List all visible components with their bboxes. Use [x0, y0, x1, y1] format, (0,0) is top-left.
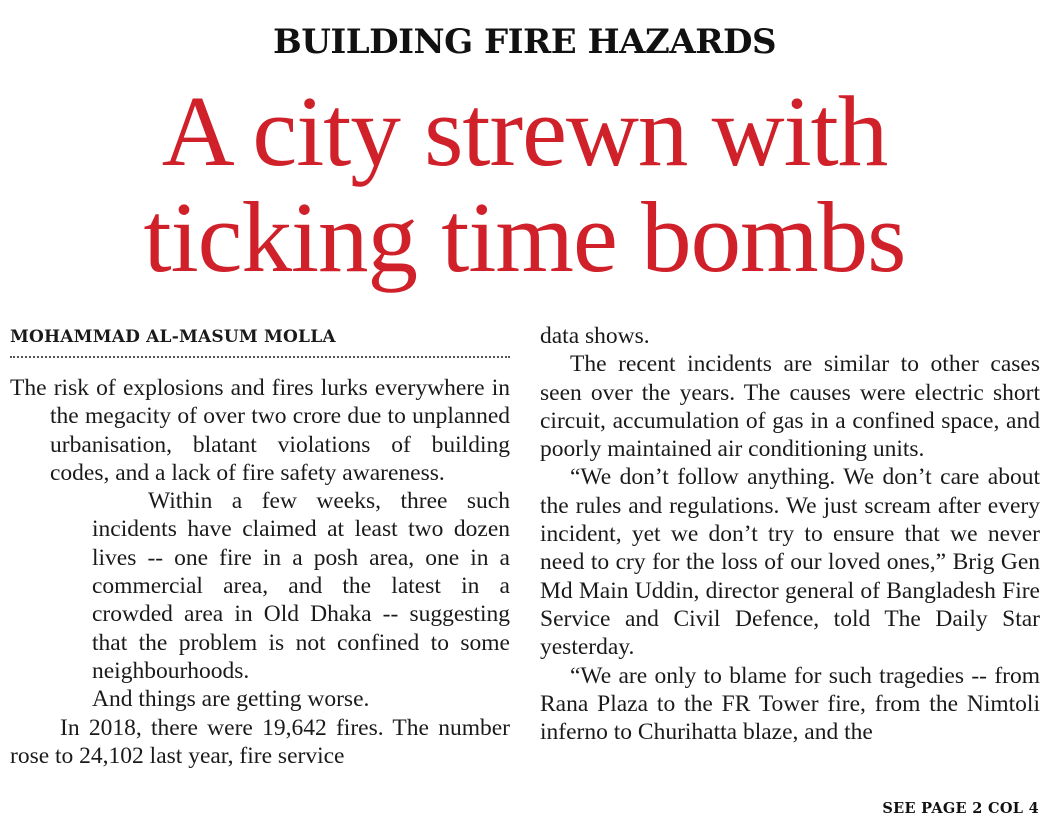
- paragraph: “We don’t follow anything. We don’t care about the rules and regulations. We just scream after every incident, yet we don’t try to ensure that we never need to cry for the loss of our loved ones,” Brig Gen Md Main Uddin, director general of Bangladesh Fire Service and Civil Defence, told The Daily Star yesterday.: [540, 464, 1040, 661]
- paragraph: And things are getting worse.: [92, 686, 370, 713]
- paragraph: “We are only to blame for such tragedies -- from Rana Plaza to the FR Tower fire, from the Nimtoli inferno to Churihatta blaze, and the: [540, 662, 1040, 746]
- paragraph: In 2018, there were 19,642 fires. The number rose to 24,102 last year, fire service: [10, 714, 510, 769]
- headline: [0, 75, 1049, 293]
- jump-line: SEE PAGE 2 COL 4: [882, 800, 1039, 817]
- byline: MOHAMMAD AL-MASUM MOLLA: [10, 326, 510, 358]
- paragraph: The recent incidents are similar to other cases seen over the years. The causes were electric short circuit, accumulation of gas in a confined space, and poorly maintained air conditioning units.: [540, 351, 1040, 463]
- left-column: [10, 322, 510, 770]
- paragraph-continuation: data shows.: [540, 323, 650, 349]
- paragraph: The risk of explosions and fires lurks everywhere in the megacity of over two crore due to unplanned urbanisation, blatant violations of building codes, and a lack of fire safety awareness.: [10, 375, 510, 486]
- headline-line-2: ticking time bombs: [143, 181, 906, 293]
- headline-line-1: A city strewn with: [161, 75, 888, 187]
- right-column: [540, 322, 1040, 746]
- kicker-heading: BUILDING FIRE HAZARDS: [272, 22, 777, 62]
- paragraph: Within a few weeks, three such incidents have claimed at least two dozen lives -- one fire in a posh area, one in a commercial area, and the latest in a crowded area in Old Dhaka -- suggesting that the problem is not confined to some neighbourhoods.: [92, 488, 510, 684]
